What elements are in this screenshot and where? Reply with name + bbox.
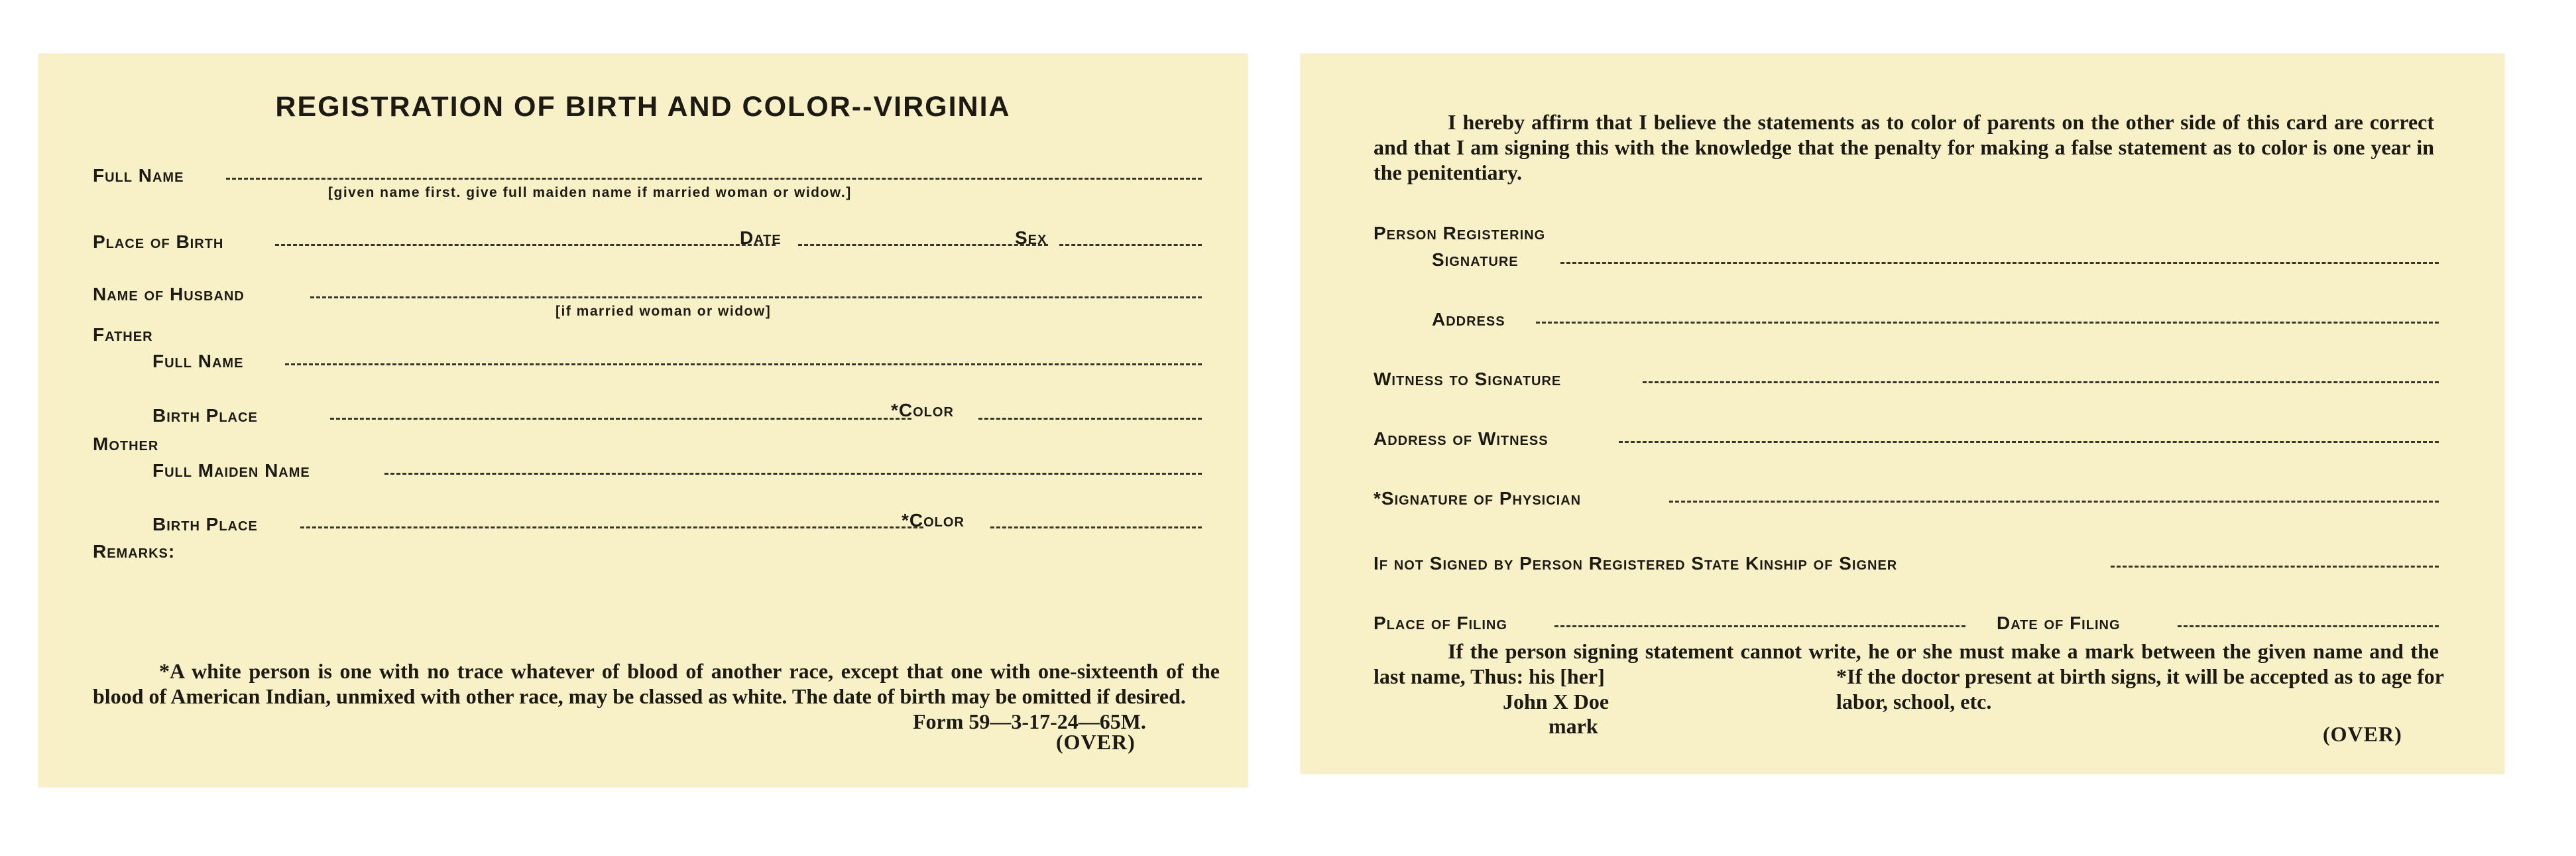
name-of-husband-label: Name of Husband [93, 284, 245, 304]
father-birth-place-label: Birth Place [152, 405, 258, 426]
signature-line[interactable] [1560, 262, 2439, 264]
father-full-name-label: Full Name [152, 351, 244, 371]
remarks-label: Remarks: [93, 541, 176, 562]
color-footnote: *A white person is one with no trace whatever of blood of another race, except that one with one-sixteenth of the blood of American Indian, unmixed with other race, may be classed as white. The date of birth may be omitted if desired. [93, 659, 1220, 708]
father-heading: Father [93, 324, 153, 345]
mother-heading: Mother [93, 434, 159, 454]
mark-his-her: his [her] [1529, 664, 1605, 688]
signature-label: Signature [1432, 249, 1519, 270]
name-of-husband-line[interactable] [310, 296, 1202, 298]
mother-color-label: *Color [902, 510, 965, 530]
place-of-filing-label: Place of Filing [1374, 613, 1507, 633]
over-back: (OVER) [2323, 722, 2402, 746]
date-label: Date [740, 227, 782, 248]
husband-note: [if married woman or widow] [556, 304, 772, 319]
father-color-label: *Color [891, 400, 954, 420]
date-of-filing-line[interactable] [2178, 625, 2439, 627]
mark-example: John X Doe [1503, 690, 1610, 713]
mark-word: mark [1549, 714, 1598, 738]
full-name-line[interactable] [226, 178, 1202, 180]
sex-line[interactable] [1059, 244, 1202, 246]
place-of-filing-line[interactable] [1554, 625, 1965, 627]
witness-to-signature-label: Witness to Signature [1374, 369, 1562, 389]
father-full-name-line[interactable] [285, 363, 1202, 365]
kinship-line[interactable] [2111, 566, 2439, 568]
mother-birth-place-line[interactable] [300, 526, 923, 528]
place-of-birth-line[interactable] [275, 244, 776, 246]
kinship-label: If not Signed by Person Registered State Kinship of Signer [1374, 553, 1898, 574]
signature-of-physician-line[interactable] [1669, 501, 2439, 503]
mother-color-line[interactable] [990, 526, 1202, 528]
address-of-witness-label: Address of Witness [1374, 428, 1549, 449]
mark-instructions-text: If the person signing statement cannot write, he or she must make a mark between the given name and the last name, Thus: [1374, 639, 2439, 688]
mother-birth-place-label: Birth Place [152, 514, 258, 534]
sex-label: Sex [1015, 227, 1047, 248]
form-title: REGISTRATION OF BIRTH AND COLOR--VIRGINIA [275, 91, 1011, 123]
front-card [38, 54, 1248, 787]
back-card [1301, 54, 2504, 774]
mother-full-maiden-name-label: Full Maiden Name [152, 460, 310, 481]
father-color-line[interactable] [978, 418, 1202, 420]
doctor-note: *If the doctor present at birth signs, it will be accepted as to age for labor, school, etc. [1831, 664, 2444, 714]
full-name-note: [given name first. give full maiden name if married woman or widow.] [328, 185, 852, 200]
over-front: (OVER) [1056, 730, 1136, 754]
father-birth-place-line[interactable] [330, 418, 911, 420]
address-line[interactable] [1536, 322, 2439, 324]
full-name-label: Full Name [93, 165, 184, 186]
signature-of-physician-label: *Signature of Physician [1374, 488, 1582, 509]
address-label: Address [1432, 309, 1505, 330]
mother-full-maiden-name-line[interactable] [384, 473, 1202, 475]
affirmation-text: I hereby affirm that I believe the statements as to color of parents on the other side of this card are correct and that I am signing this with the knowledge that the penalty for making a false statement as to color is one year in the penitentiary. [1374, 110, 2434, 184]
place-of-birth-label: Place of Birth [93, 231, 224, 252]
date-line[interactable] [798, 244, 1048, 246]
form-number: Form 59—3-17-24—65M. [904, 709, 1146, 734]
witness-to-signature-line[interactable] [1643, 381, 2439, 383]
address-of-witness-line[interactable] [1619, 441, 2439, 443]
date-of-filing-label: Date of Filing [1997, 613, 2121, 633]
person-registering-heading: Person Registering [1374, 223, 1546, 243]
